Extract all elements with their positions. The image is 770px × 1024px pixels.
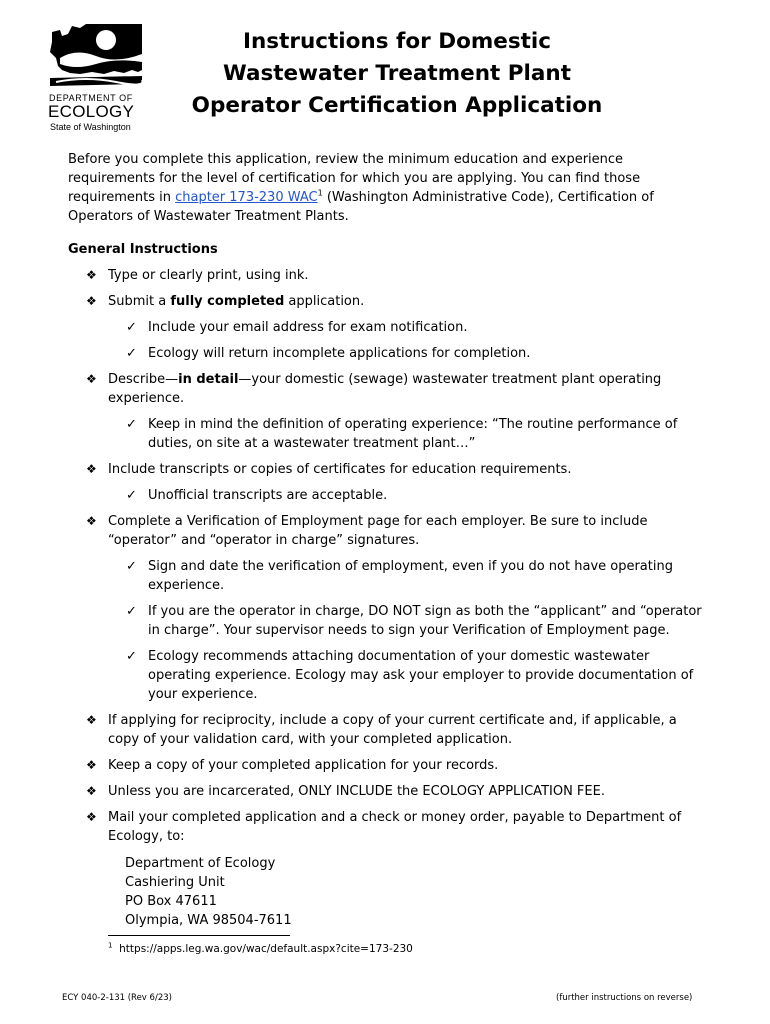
list-item xyxy=(68,292,710,363)
item-text: Unless you are incarcerated, ONLY INCLUDE the ECOLOGY APPLICATION FEE. xyxy=(108,784,605,799)
checkmark-icon: ✓ xyxy=(126,559,137,574)
sub-list-item xyxy=(108,415,710,453)
item-text: Type or clearly print, using ink. xyxy=(108,268,309,283)
item-text: Complete a Verification of Employment page for each employer. Be sure to include “operator” and “operator in charge” signatures. xyxy=(108,514,648,548)
sub-item-text: If you are the operator in charge, DO NOT sign as both the “applicant” and “operator in charge”. Your supervisor needs to sign your Verification of Employment page. xyxy=(148,604,702,638)
mailing-address xyxy=(125,854,710,930)
intro-paragraph xyxy=(68,150,710,226)
document-title: Instructions for Domestic Wastewater Treatment Plant Operator Certification Application xyxy=(191,29,603,118)
sub-list xyxy=(108,557,710,704)
sub-item-text: Unofficial transcripts are acceptable. xyxy=(148,488,388,503)
logo-ecology-text: ECOLOGY xyxy=(48,102,135,121)
logo-department-text: DEPARTMENT OF xyxy=(49,93,133,103)
footnote-url: https://apps.leg.wa.gov/wac/default.aspx?cite=173-230 xyxy=(119,943,413,955)
checkmark-icon: ✓ xyxy=(126,604,137,619)
item-text-end: —your domestic (sewage) wastewater treatment plant operating experience. xyxy=(108,372,662,406)
address-line: Department of Ecology xyxy=(125,856,276,871)
sub-item-text: Ecology recommends attaching documentation of your domestic wastewater operating experience. Ecology may ask your employer to provide documentation of your experience. xyxy=(148,649,694,702)
footnote-divider xyxy=(108,935,290,936)
sub-list-item xyxy=(108,602,710,640)
instruction-list xyxy=(68,266,710,846)
list-item xyxy=(68,460,710,505)
footnote-mark: 1 xyxy=(108,941,113,950)
item-text-end: application. xyxy=(284,294,365,309)
list-item xyxy=(68,711,710,749)
intro-text: Before you complete this application, review the minimum education and experience requirements for the level of certification for which you are applying. You can find those requirements in xyxy=(68,152,641,205)
diamond-bullet-icon: ❖ xyxy=(86,372,97,386)
sub-list-item xyxy=(108,486,710,505)
sub-list-item xyxy=(108,647,710,704)
sub-list xyxy=(108,486,710,505)
sub-item-text: Include your email address for exam notification. xyxy=(148,320,468,335)
washington-state-logo-icon xyxy=(46,18,146,98)
item-emphasis: fully completed xyxy=(170,294,285,309)
general-instructions-heading: General Instructions xyxy=(68,242,218,257)
diamond-bullet-icon: ❖ xyxy=(86,294,97,308)
checkmark-icon: ✓ xyxy=(126,320,137,335)
list-item xyxy=(68,266,710,285)
ecology-logo xyxy=(46,18,146,136)
diamond-bullet-icon: ❖ xyxy=(86,758,97,772)
list-item xyxy=(68,370,710,453)
address-line: Cashiering Unit xyxy=(125,875,225,890)
sub-list xyxy=(108,415,710,453)
checkmark-icon: ✓ xyxy=(126,488,137,503)
sub-item-text: Ecology will return incomplete applications for completion. xyxy=(148,346,531,361)
diamond-bullet-icon: ❖ xyxy=(86,268,97,282)
footnote-reference: 1 xyxy=(317,188,323,198)
sub-item-text: Sign and date the verification of employment, even if you do not have operating experience. xyxy=(148,559,673,593)
list-item xyxy=(68,782,710,801)
diamond-bullet-icon: ❖ xyxy=(86,462,97,476)
diamond-bullet-icon: ❖ xyxy=(86,810,97,824)
checkmark-icon: ✓ xyxy=(126,649,137,664)
item-text: Keep a copy of your completed application for your records. xyxy=(108,758,499,773)
diamond-bullet-icon: ❖ xyxy=(86,784,97,798)
item-text: If applying for reciprocity, include a copy of your current certificate and, if applicable, a copy of your validation card, with your completed application. xyxy=(108,713,677,747)
wac-link[interactable]: chapter 173-230 WAC xyxy=(175,190,318,205)
item-text: Mail your completed application and a check or money order, payable to Department of Ecology, to: xyxy=(108,810,682,844)
list-item xyxy=(68,756,710,775)
logo-state-text: State of Washington xyxy=(50,122,131,132)
sub-list xyxy=(108,318,710,363)
checkmark-icon: ✓ xyxy=(126,417,137,432)
continued-note: (further instructions on reverse) xyxy=(556,993,693,1003)
address-line: PO Box 47611 xyxy=(125,894,217,909)
diamond-bullet-icon: ❖ xyxy=(86,713,97,727)
instructions-body xyxy=(68,150,710,930)
item-text: Submit a xyxy=(108,294,171,309)
diamond-bullet-icon: ❖ xyxy=(86,514,97,528)
sub-list-item xyxy=(108,557,710,595)
sub-list-item xyxy=(108,318,710,337)
sub-item-text: Keep in mind the definition of operating experience: “The routine performance of duties, on site at a wastewater treatment plant…” xyxy=(148,417,678,451)
item-text: Include transcripts or copies of certificates for education requirements. xyxy=(108,462,572,477)
checkmark-icon: ✓ xyxy=(126,346,137,361)
intro-text-continued: (Washington Administrative Code), Certification of Operators of Wastewater Treatment Plants. xyxy=(68,190,654,224)
item-emphasis: in detail xyxy=(178,372,239,387)
footnote xyxy=(108,943,413,955)
item-text: Describe— xyxy=(108,372,179,387)
form-number: ECY 040-2-131 (Rev 6/23) xyxy=(62,993,172,1003)
list-item xyxy=(68,808,710,846)
address-line: Olympia, WA 98504-7611 xyxy=(125,913,292,928)
sub-list-item xyxy=(108,344,710,363)
list-item xyxy=(68,512,710,704)
